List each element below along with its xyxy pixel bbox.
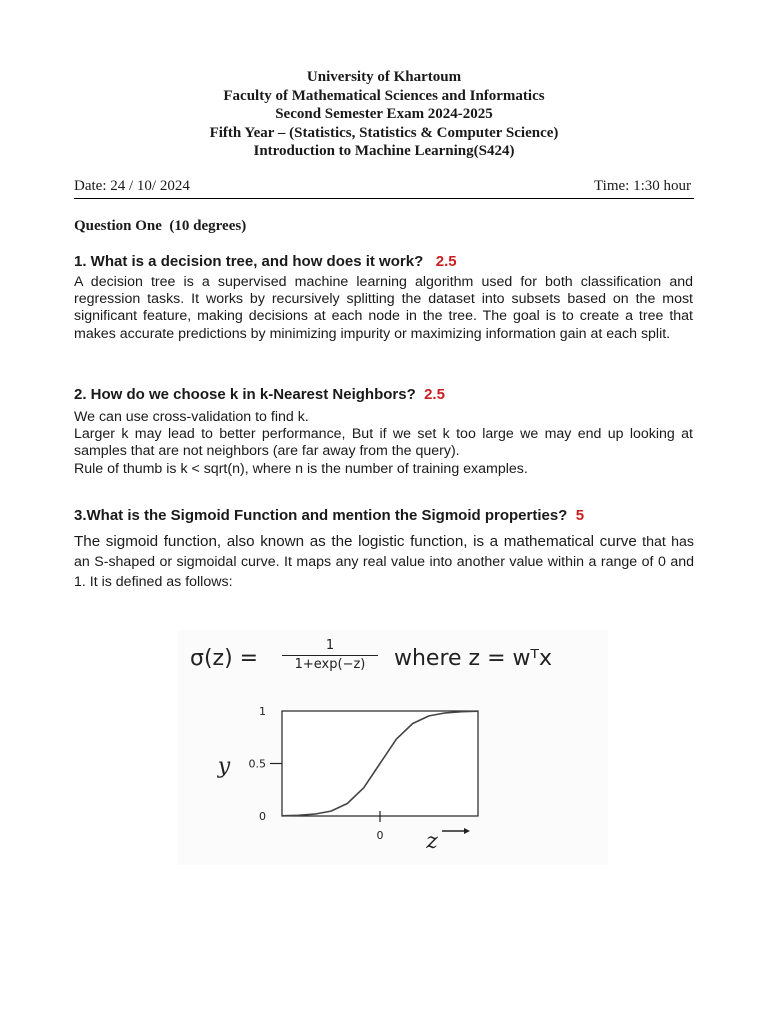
question-2-text: 2. How do we choose k in k-Nearest Neighbors? bbox=[74, 386, 416, 403]
question-2-answer bbox=[74, 409, 693, 478]
sigmoid-figure bbox=[178, 630, 608, 865]
fraction-bar bbox=[282, 655, 378, 656]
faculty-name: Faculty of Mathematical Sciences and Informatics bbox=[223, 87, 545, 104]
question-3-answer-rest: that has an S-shaped or sigmoidal curve. It maps any real value into another value within a range of 0 and 1. It is defined as follows: bbox=[74, 534, 694, 590]
question-1-text: 1. What is a decision tree, and how does it work? bbox=[74, 253, 424, 270]
y-tick-label: 0 bbox=[259, 810, 266, 823]
formula-lhs: σ(z) = bbox=[190, 646, 259, 671]
y-tick-label: 0.5 bbox=[248, 757, 266, 771]
question-one-heading: Question One (10 degrees) bbox=[74, 218, 247, 234]
question-1-answer bbox=[74, 274, 693, 343]
question-1-mark: 2.5 bbox=[435, 253, 457, 270]
question-2-mark: 2.5 bbox=[424, 386, 445, 403]
date-time-line bbox=[74, 178, 694, 199]
sigmoid-chart bbox=[178, 690, 608, 865]
formula-denominator: 1+exp(−z) bbox=[294, 657, 366, 672]
exam-year: Fifth Year – (Statistics, Statistics & Computer Science) bbox=[209, 124, 559, 141]
question-3-mark: 5 bbox=[575, 507, 585, 524]
formula-numerator: 1 bbox=[325, 638, 335, 653]
x-axis-label: z bbox=[426, 829, 438, 854]
formula-rhs: where z = wᵀx bbox=[394, 646, 553, 671]
university-name: University of Khartoum bbox=[306, 69, 462, 85]
sigmoid-formula bbox=[186, 636, 606, 686]
question-2-line-2: Larger k may lead to better performance, But if we set k too large we may end up looking at samples that are not neighbors (are far away from the query). bbox=[74, 426, 693, 460]
question-2-line-3: Rule of thumb is k < sqrt(n), where n is the number of training examples. bbox=[74, 460, 528, 477]
question-2-title bbox=[74, 386, 445, 403]
course-title: Introduction to Machine Learning(S424) bbox=[253, 143, 515, 159]
question-2-line-1: We can use cross-validation to find k. bbox=[74, 409, 309, 425]
y-axis-label: y bbox=[217, 754, 231, 779]
exam-header bbox=[0, 68, 768, 161]
exam-title: Second Semester Exam 2024-2025 bbox=[275, 106, 493, 122]
question-1-answer-text: A decision tree is a supervised machine learning algorithm used for both classification and regression tasks. It works by recursively splitting the dataset into subsets based on the most significant feature, making decisions at each node in the tree. The goal is to create a tree that makes accurate predictions by minimizing impurity or maximizing information gain at each split. bbox=[74, 274, 693, 342]
question-3-answer bbox=[74, 532, 694, 592]
x-tick-label: 0 bbox=[376, 829, 384, 842]
question-3-answer-lead: The sigmoid function, also known as the logistic function, is a mathematical curve bbox=[74, 533, 637, 550]
exam-time: Time: 1:30 hour bbox=[594, 178, 691, 194]
exam-date: Date: 24 / 10/ 2024 bbox=[74, 178, 190, 194]
y-tick-label: 1 bbox=[259, 705, 266, 718]
x-axis-arrow-head bbox=[464, 828, 470, 834]
formula-fraction bbox=[278, 638, 382, 673]
question-3-text: 3.What is the Sigmoid Function and mention the Sigmoid properties? bbox=[74, 507, 568, 524]
question-1-title bbox=[74, 253, 457, 270]
question-3-title bbox=[74, 507, 584, 524]
